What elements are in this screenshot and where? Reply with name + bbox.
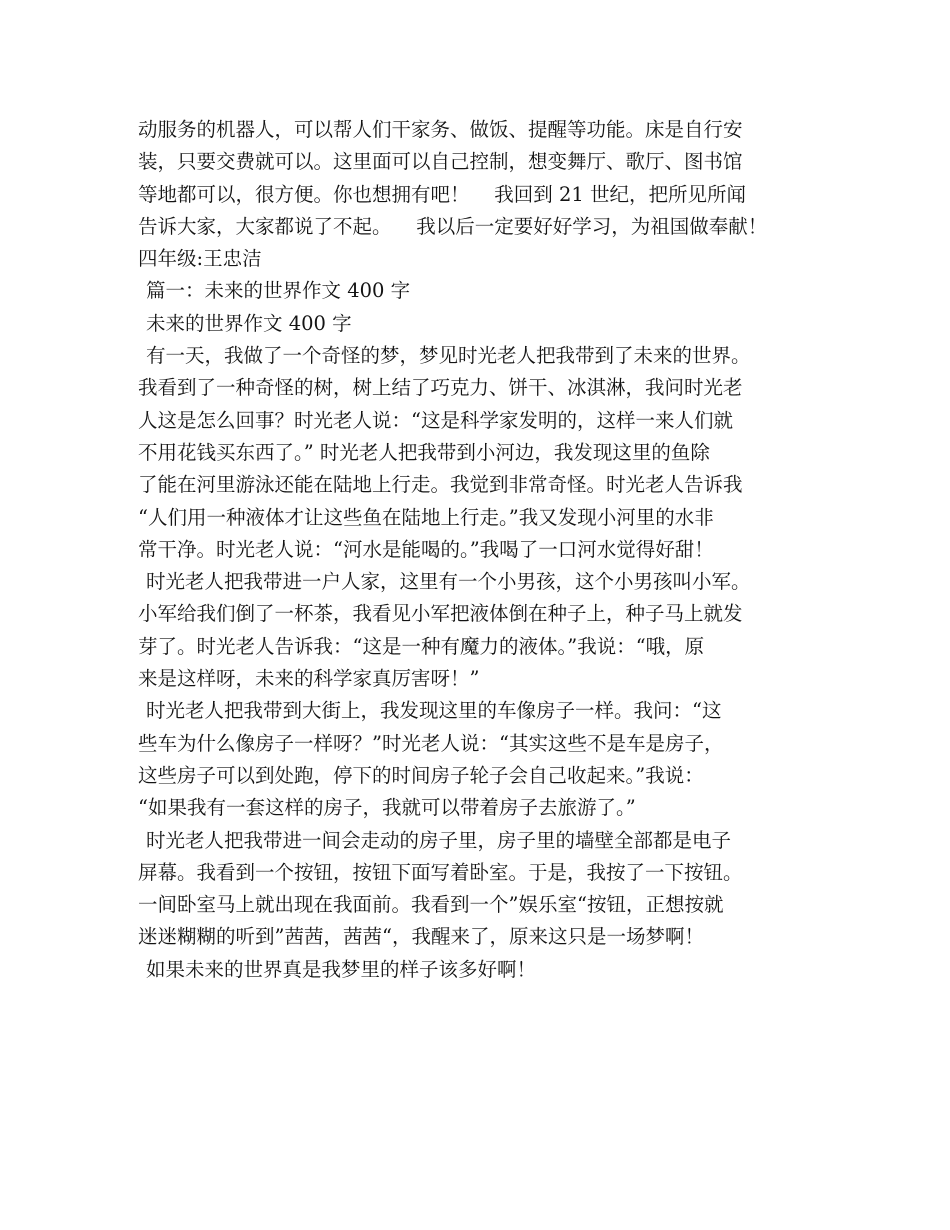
text-line: 芽了。时光老人告诉我：“这是一种有魔力的液体。”我说：“哦，原: [138, 634, 705, 658]
text-line: 有一天，我做了一个奇怪的梦，梦见时光老人把我带到了未来的世界。: [146, 344, 751, 368]
text-line: 些车为什么像房子一样呀？”时光老人说：“其实这些不是车是房子，: [138, 731, 724, 755]
text-line: 等地都可以，很方便。你也想拥有吧！ 我回到 21 世纪，把所见所闻: [138, 182, 747, 206]
article-title: 未来的世界作文 400 字: [146, 311, 352, 335]
section-heading: 篇一：未来的世界作文 400 字: [146, 279, 411, 303]
text-line: “人们用一种液体才让这些鱼在陆地上行走。”我又发现小河里的水非: [138, 505, 714, 529]
text-line: 时光老人把我带进一户人家，这里有一个小男孩，这个小男孩叫小军。: [146, 570, 751, 594]
text-line: 迷迷糊糊的听到”茜茜，茜茜“，我醒来了，原来这只是一场梦啊！: [138, 925, 704, 949]
text-line: 常干净。时光老人说：“河水是能喝的。”我喝了一口河水觉得好甜！: [138, 537, 714, 561]
text-line: 一间卧室马上就出现在我面前。我看到一个”娱乐室“按钮，正想按就: [138, 893, 724, 917]
text-line: 时光老人把我带到大街上，我发现这里的车像房子一样。我问：“这: [146, 699, 722, 723]
text-line: 如果未来的世界真是我梦里的样子该多好啊！: [146, 957, 537, 981]
text-line: 告诉大家，大家都说了不起。 我以后一定要好好学习，为祖国做奉献！: [138, 214, 768, 238]
text-line: “如果我有一套这样的房子，我就可以带着房子去旅游了。”: [138, 796, 636, 820]
text-line: 不用花钱买东西了。” 时光老人把我带到小河边，我发现这里的鱼除: [138, 440, 710, 464]
text-line: 时光老人把我带进一间会走动的房子里，房子里的墙壁全部都是电子: [146, 828, 732, 852]
text-line: 我看到了一种奇怪的树，树上结了巧克力、饼干、冰淇淋，我问时光老: [138, 376, 743, 400]
text-line: 装，只要交费就可以。这里面可以自己控制，想变舞厅、歌厅、图书馆: [138, 150, 743, 174]
text-line: 屏幕。我看到一个按钮，按钮下面写着卧室。于是，我按了一下按钮。: [138, 860, 743, 884]
text-line: 动服务的机器人，可以帮人们干家务、做饭、提醒等功能。床是自行安: [138, 118, 743, 141]
text-line: 小军给我们倒了一杯茶，我看见小军把液体倒在种子上，种子马上就发: [138, 602, 743, 626]
author-line: 四年级:王忠洁: [138, 247, 262, 271]
document-body: [138, 114, 838, 986]
text-line: 了能在河里游泳还能在陆地上行走。我觉到非常奇怪。时光老人告诉我: [138, 473, 743, 497]
text-line: 这些房子可以到处跑，停下的时间房子轮子会自己收起来。”我说：: [138, 763, 704, 787]
text-line: 人这是怎么回事？时光老人说：“这是科学家发明的，这样一来人们就: [138, 408, 733, 432]
text-line: 来是这样呀，未来的科学家真厉害呀！”: [138, 667, 480, 691]
